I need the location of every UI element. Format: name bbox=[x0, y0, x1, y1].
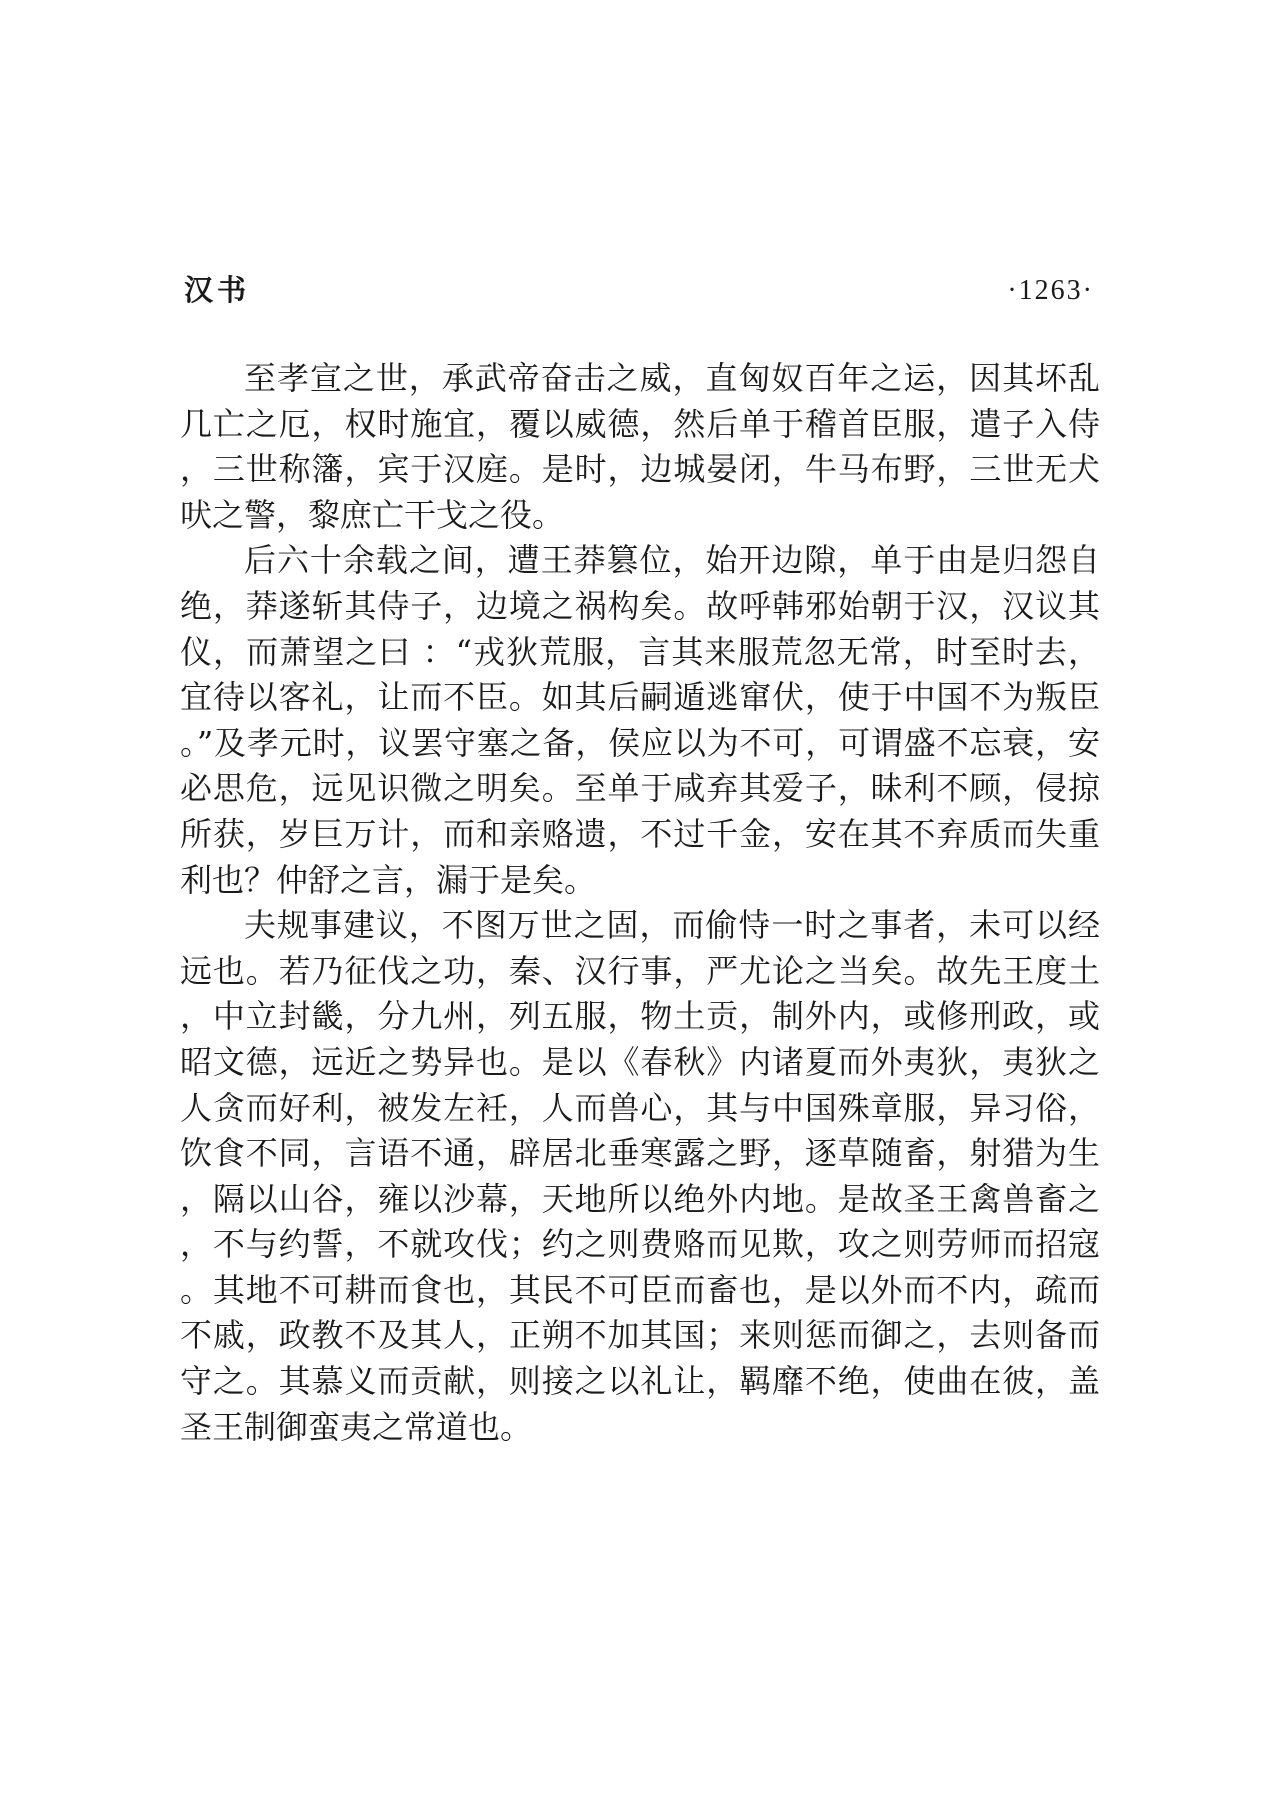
paragraph-2: 后六十余载之间，遭王莽篡位，始开边隙，单于由是归怨自绝，莽遂斩其侍子，边境之祸构矣。故呼韩邪始朝于汉，汉议其仪，而萧望之曰 ：“戎狄荒服，言其来服荒忽无常，时至时去，宜待以客礼，让而不臣。如其后嗣遁逃窜伏，使于中国不为叛臣 。”及孝元时，议罢守塞之备，侯应以为不可，可谓盛不忘衰，安必思危，远见识微之明矣。至单于咸弃其爱子，昧利不顾，侵掠所获，岁巨万计，而和亲赂遗，不过千金，安在其不弃质而失重利也？仲舒之言，漏于是矣。 bbox=[180, 541, 1100, 899]
page-number: ·1263· bbox=[1007, 275, 1094, 306]
paragraph-3: 夫规事建议，不图万世之固，而偷恃一时之事者，未可以经远也。若乃征伐之功，秦、汉行事，严尤论之当矣。故先王度土，中立封畿，分九州，列五服，物土贡，制外内，或修刑政，或昭文德，远近之势异也。是以《春秋》内诸夏而外夷狄，夷狄之人贪而好利，被发左衽，人而兽心，其与中国殊章服，异习俗，饮食不同，言语不通，辟居北垂寒露之野，逐草随畜，射猎为生，隔以山谷，雍以沙幕，天地所以绝外内地。是故圣王禽兽畜之，不与约誓，不就攻伐；约之则费赂而见欺，攻之则劳师而招寇。其地不可耕而食也，其民不可臣而畜也，是以外而不内，疏而不戚，政教不及其人，正朔不加其国；来则惩而御之，去则备而守之。其慕义而贡献，则接之以礼让，羁靡不绝，使曲在彼，盖圣王制御蛮夷之常道也。 bbox=[180, 906, 1100, 1446]
paragraph-1: 至孝宣之世，承武帝奋击之威，直匈奴百年之运，因其坏乱几亡之厄，权时施宜，覆以威德，然后单于稽首臣服，遣子入侍，三世称籓，宾于汉庭。是时，边城晏闭，牛马布野，三世无犬吠之警，黎庶亡干戈之役。 bbox=[180, 359, 1100, 534]
body-text bbox=[180, 356, 1100, 1450]
book-title: 汉书 bbox=[184, 273, 251, 307]
